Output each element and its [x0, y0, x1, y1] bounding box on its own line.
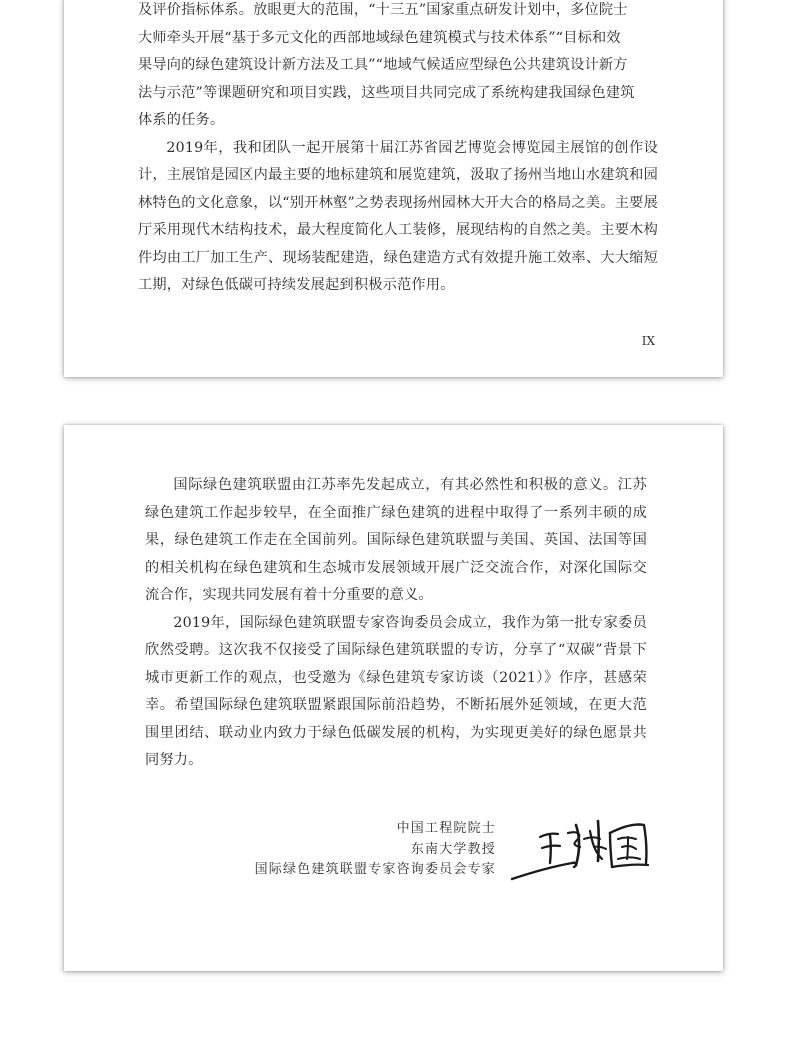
book-page-top	[64, 0, 723, 377]
paragraph-alliance-intro: 国际绿色建筑联盟由江苏率先发起成立，有其必然性和积极的意义。江苏绿色建筑工作起步较早，在全面推广绿色建筑的进程中取得了一系列丰硕的成果，绿色建筑工作走在全国前列。国际绿色建筑联盟与美国、英国、法国等国的相关机构在绿色建筑和生态城市发展领域开展广泛交流合作，对深化国际交流合作，实现共同发展有着十分重要的意义。	[145, 477, 647, 603]
paragraph-line: 法与示范”等课题研究和项目实践，这些项目共同完成了系统构建我国绿色建筑	[138, 84, 635, 101]
author-title-line: 东南大学教授	[410, 841, 496, 857]
author-title-line: 国际绿色建筑联盟专家咨询委员会专家	[254, 862, 496, 877]
author-title-line: 中国工程院院士	[396, 821, 496, 836]
paragraph-line: 大师牵头开展“基于多元文化的西部地域绿色建筑模式与技术体系”“目标和效	[138, 29, 621, 46]
book-page-bottom	[64, 425, 723, 971]
page-number: IX	[641, 334, 655, 348]
author-titles	[255, 819, 496, 881]
paragraph-line: 及评价指标体系。放眼更大的范围，“十三五”国家重点研发计划中，多位院士	[138, 2, 628, 18]
paragraph-line: 果导向的绿色建筑设计新方法及工具”“地域气候适应型绿色公共建筑设计新方	[138, 57, 628, 73]
paragraph-line: 体系的任务。	[138, 112, 225, 128]
bottom-page-body	[145, 472, 647, 775]
handwritten-signature	[510, 803, 652, 883]
paragraph-2019-exhibition: 2019年，我和团队一起开展第十届江苏省园艺博览会博览园主展馆的创作设计，主展馆是园区内最主要的地标建筑和展览建筑，汲取了扬州当地山水建筑和园林特色的文化意象，以“别开林壑”之势表现扬州园林大开大合的格局之美。主要展厅采用现代木结构技术，最大程度简化人工装修，展现结构的自然之美。主要木构件均由工厂加工生产、现场装配建造，绿色建造方式有效提升施工效率、大大缩短工期，对绿色低碳可持续发展起到积极示范作用。	[138, 139, 658, 293]
paragraph-expert-committee: 2019年，国际绿色建筑联盟专家咨询委员会成立，我作为第一批专家委员欣然受聘。这次我不仅接受了国际绿色建筑联盟的专访，分享了“双碳”背景下城市更新工作的观点，也受邀为《绿色建筑专家访谈（2021）》作序，甚感荣幸。希望国际绿色建筑联盟紧跟国际前沿趋势，不断拓展外延领域，在更大范围里团结、联动业内致力于绿色低碳发展的机构，为实现更美好的绿色愿景共同努力。	[145, 614, 647, 768]
top-page-body	[138, 0, 658, 300]
